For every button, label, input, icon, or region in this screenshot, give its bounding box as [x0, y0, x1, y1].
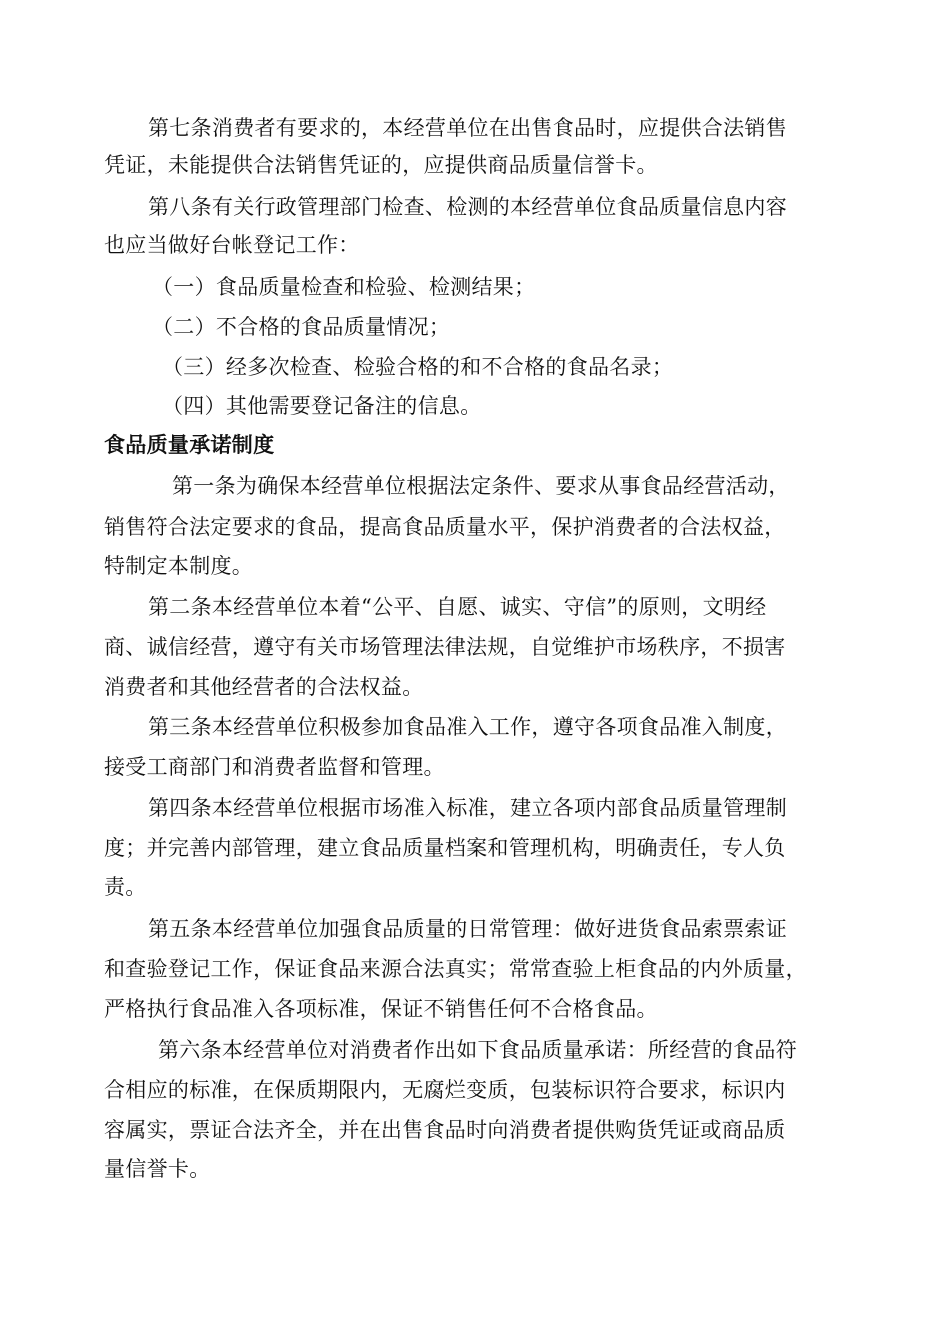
article-1-line-1: 第一条为确保本经营单位根据法定条件、要求从事食品经营活动，	[172, 474, 790, 498]
article-8-line-1: 第八条有关行政管理部门检查、检测的本经营单位食品质量信息内容	[148, 195, 787, 219]
article-5-line-3: 严格执行食品准入各项标准，保证不销售任何不合格食品。	[104, 997, 658, 1021]
list-item-3: （三）经多次检查、检验合格的和不合格的食品名录；	[162, 355, 674, 379]
article-3-line-2: 接受工商部门和消费者监督和管理。	[104, 755, 445, 779]
article-2-line-1: 第二条本经营单位本着“公平、自愿、诚实、守信”的原则，文明经	[148, 595, 767, 619]
article-1-line-2: 销售符合法定要求的食品，提高食品质量水平，保护消费者的合法权益，	[104, 515, 786, 539]
article-6-line-4: 量信誉卡。	[104, 1157, 211, 1181]
list-item-2: （二）不合格的食品质量情况；	[152, 315, 451, 339]
list-item-4: （四）其他需要登记备注的信息。	[162, 394, 482, 418]
article-8-line-2: 也应当做好台帐登记工作：	[104, 233, 360, 257]
list-item-1: （一）食品质量检查和检验、检测结果；	[152, 275, 536, 299]
article-3-line-1: 第三条本经营单位积极参加食品准入工作，遵守各项食品准入制度，	[148, 715, 787, 739]
article-4-line-3: 责。	[104, 875, 147, 899]
section-heading: 食品质量承诺制度	[104, 433, 275, 457]
article-2-line-3: 消费者和其他经营者的合法权益。	[104, 675, 424, 699]
article-6-line-1: 第六条本经营单位对消费者作出如下食品质量承诺：所经营的食品符	[158, 1038, 797, 1062]
article-5-line-1: 第五条本经营单位加强食品质量的日常管理：做好进货食品索票索证	[148, 917, 787, 941]
article-4-line-2: 度；并完善内部管理，建立食品质量档案和管理机构，明确责任，专人负	[104, 836, 786, 860]
article-6-line-3: 容属实，票证合法齐全，并在出售食品时向消费者提供购货凭证或商品质	[104, 1118, 786, 1142]
article-5-line-2: 和查验登记工作，保证食品来源合法真实；常常查验上柜食品的内外质量，	[104, 957, 807, 981]
article-6-line-2: 合相应的标准，在保质期限内，无腐烂变质，包装标识符合要求，标识内	[104, 1078, 786, 1102]
article-1-line-3: 特制定本制度。	[104, 554, 254, 578]
article-7-line-2: 凭证，未能提供合法销售凭证的，应提供商品质量信誉卡。	[104, 153, 658, 177]
article-4-line-1: 第四条本经营单位根据市场准入标准，建立各项内部食品质量管理制	[148, 796, 787, 820]
article-2-line-2: 商、诚信经营，遵守有关市场管理法律法规，自觉维护市场秩序，不损害	[104, 635, 786, 659]
article-7-line-1: 第七条消费者有要求的，本经营单位在出售食品时，应提供合法销售	[148, 116, 787, 140]
